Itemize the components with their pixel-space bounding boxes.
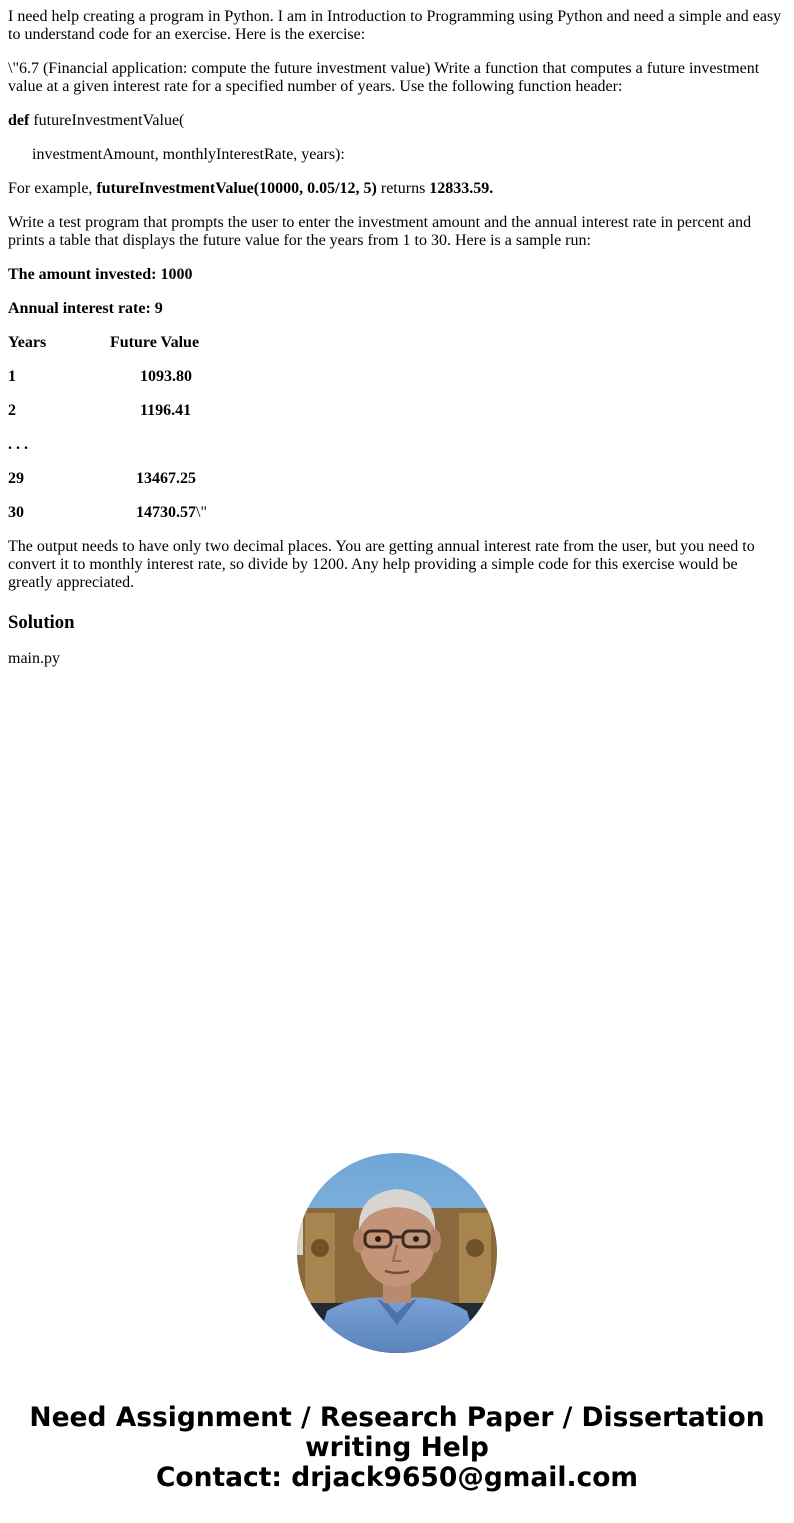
example-line: For example, futureInvestmentValue(10000, 0.05/12, 5) returns 12833.59.: [8, 180, 494, 197]
table-row: 30 14730.57\": [8, 504, 207, 521]
function-header-line: [8, 112, 786, 130]
future-value-header: Future Value: [110, 334, 200, 351]
years-header: Years: [8, 334, 47, 351]
intro-paragraph: I need help creating a program in Python. I am in Introduction to Programming using Python and need a simple and easy to understand code for an exercise. Here is the exercise:: [8, 8, 782, 43]
solution-heading: Solution: [8, 612, 75, 633]
banner-contact-line: Contact: drjack9650@gmail.com: [155, 1462, 639, 1493]
def-keyword: def: [8, 112, 30, 129]
author-avatar: [297, 1153, 497, 1353]
amount-line: The amount invested: 1000: [8, 266, 193, 283]
banner-line-2: writing Help: [305, 1432, 489, 1463]
test-program-paragraph: Write a test program that prompts the user to enter the investment amount and the annual interest rate in percent and prints a table that displays the future value for the years from 1 to 30. Here is a sample run:: [8, 214, 752, 249]
function-name: futureInvestmentValue(: [29, 112, 185, 129]
solution-filename: main.py: [8, 650, 60, 667]
banner-line-1: Need Assignment / Research Paper / Dissertation: [29, 1402, 765, 1433]
table-header-row: [8, 334, 786, 352]
exercise-paragraph: \"6.7 (Financial application: compute the future investment value) Write a function that computes a future investment value at a given interest rate for a specified number of years. Use the following function header:: [8, 60, 760, 95]
example-result: 12833.59.: [429, 180, 494, 197]
table-row: . . .: [8, 436, 28, 453]
example-call: futureInvestmentValue(10000, 0.05/12, 5): [96, 180, 377, 197]
avatar-portrait-image: [297, 1153, 497, 1353]
rate-line: Annual interest rate: 9: [8, 300, 163, 317]
table-row: 1 1093.80: [8, 368, 192, 385]
contact-banner: [0, 1403, 794, 1493]
function-params-line: investmentAmount, monthlyInterestRate, years):: [32, 146, 345, 163]
question-content: [8, 8, 786, 684]
table-row: 29 13467.25: [8, 470, 196, 487]
closing-paragraph: The output needs to have only two decimal places. You are getting annual interest rate from the user, but you need to convert it to monthly interest rate, so divide by 1200. Any help providing a simple code for this exercise would be greatly appreciated.: [8, 538, 755, 591]
table-row: 2 1196.41: [8, 402, 192, 419]
